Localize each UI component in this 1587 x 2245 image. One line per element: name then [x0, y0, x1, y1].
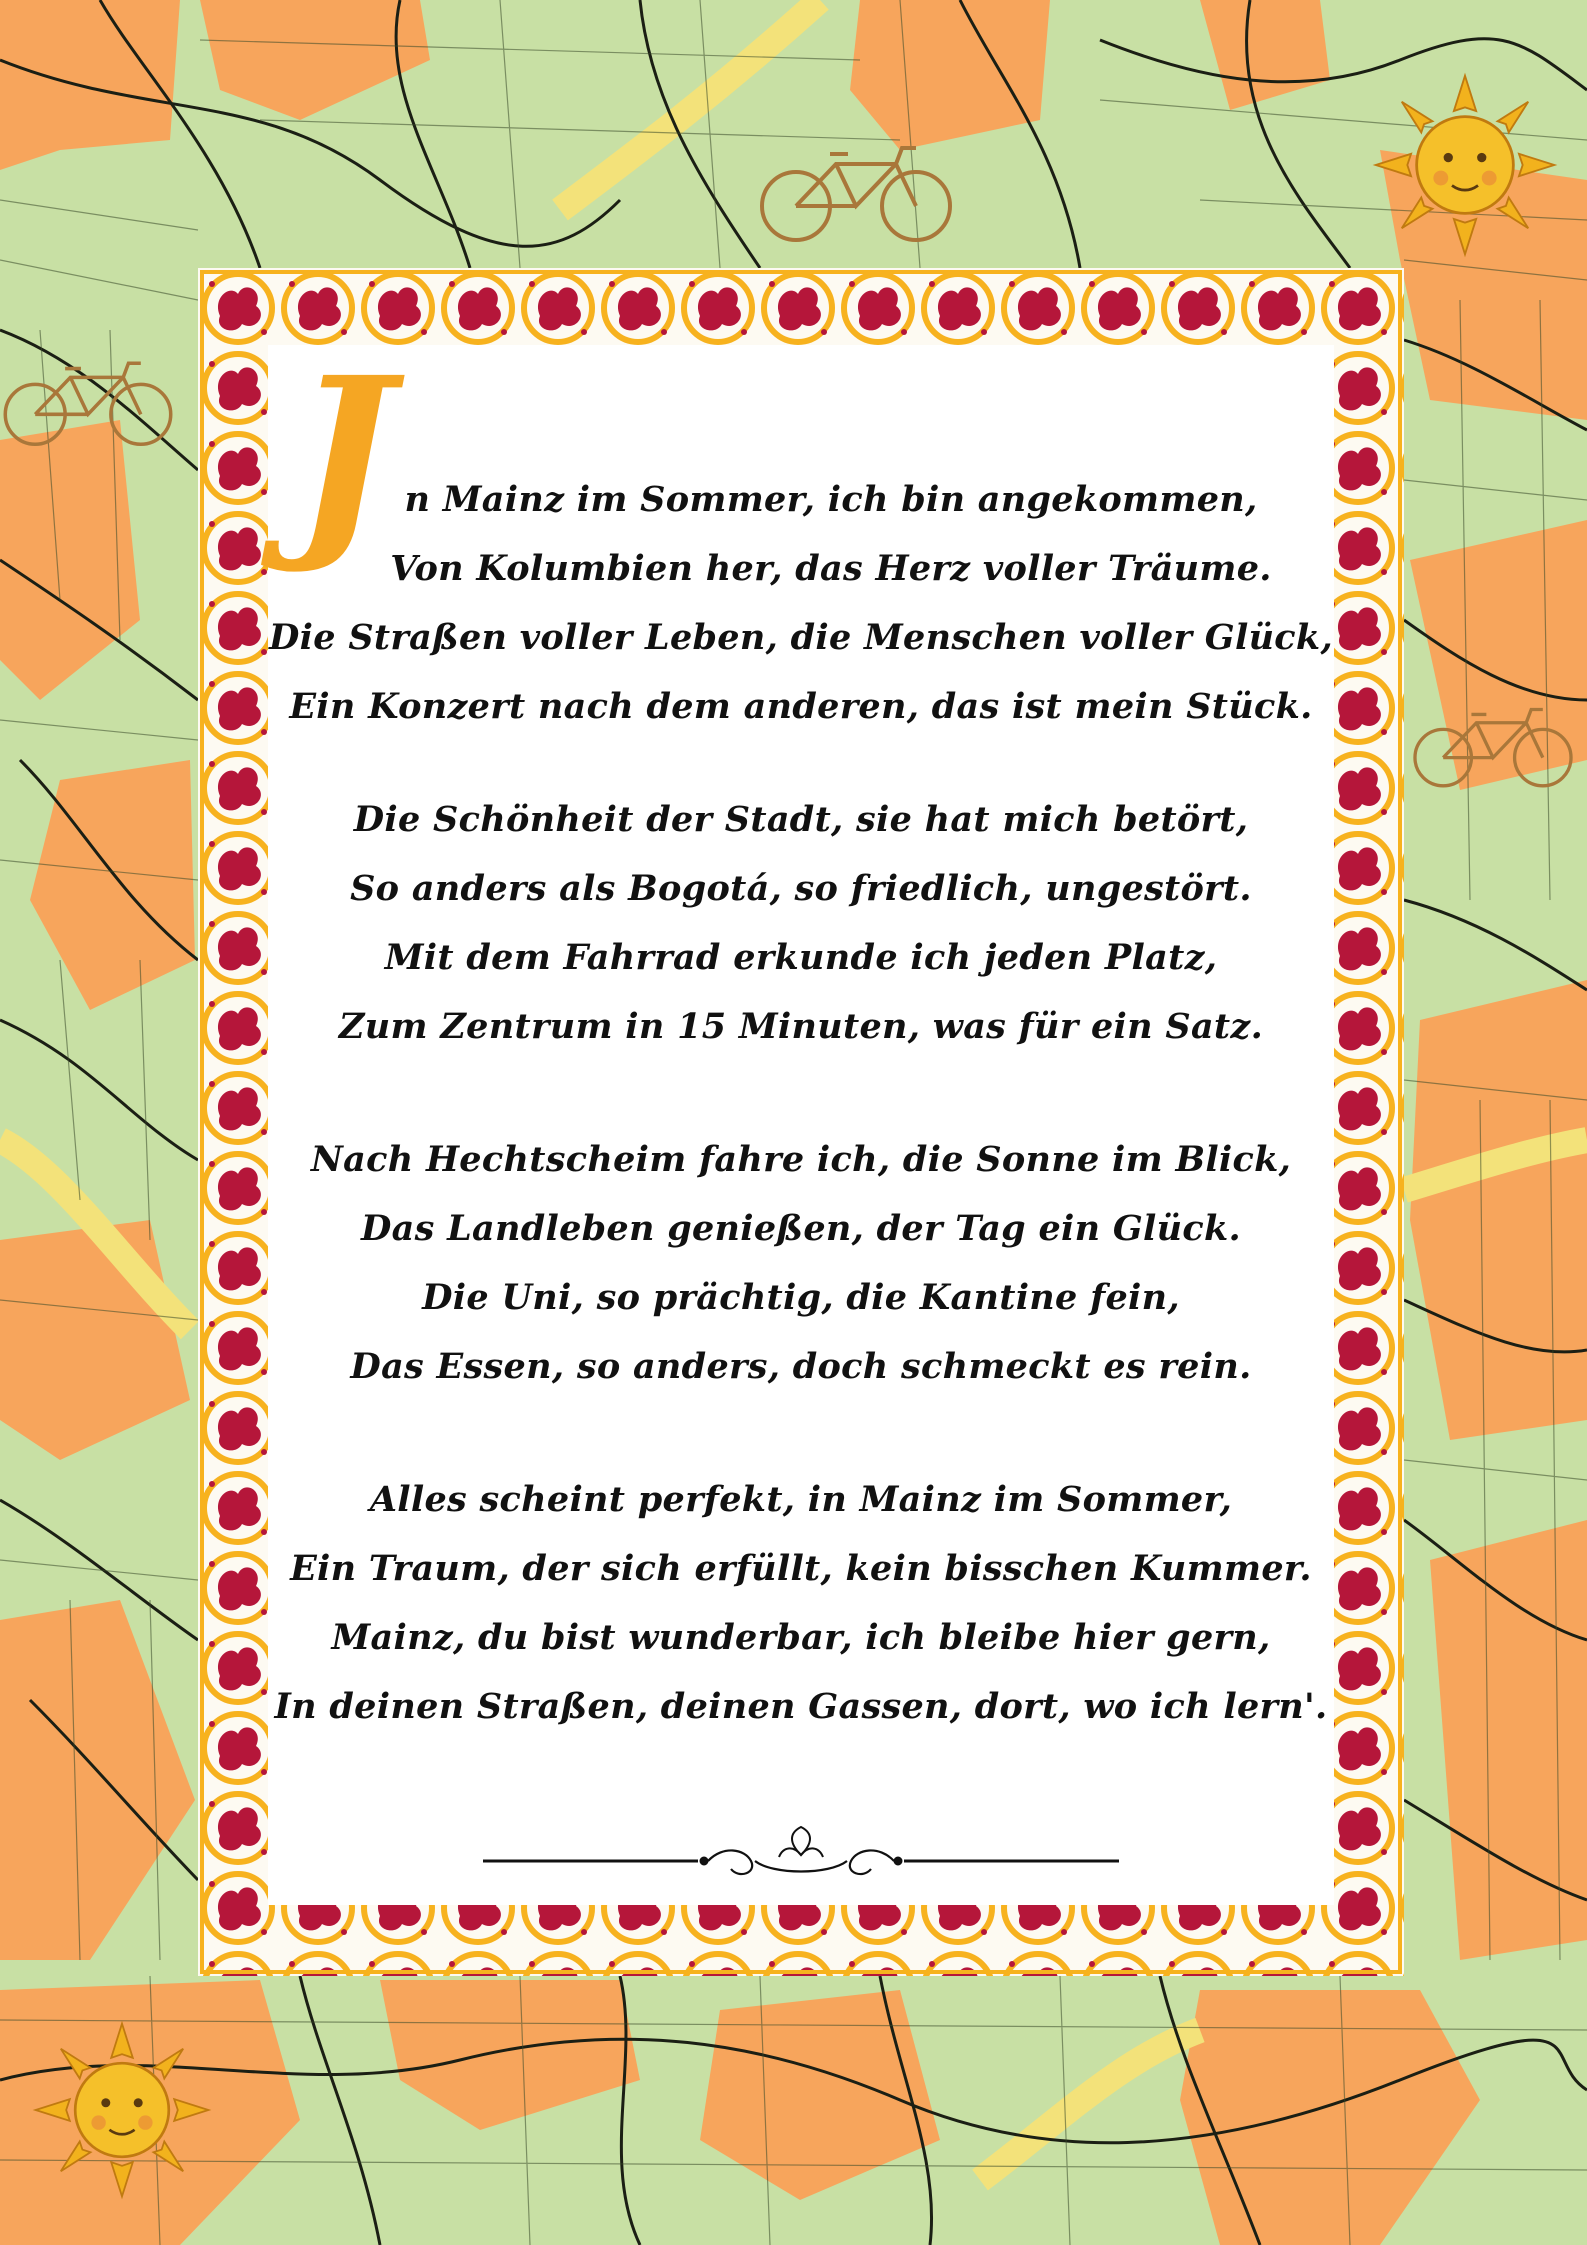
sun-icon: [1372, 72, 1558, 258]
poem: [268, 1465, 1334, 1741]
poem: [268, 785, 1334, 1061]
poem-line: Mit dem Fahrrad erkunde ich jeden Platz,: [384, 937, 1218, 978]
bicycle-icon: [1410, 694, 1576, 798]
stanza-3: [268, 1125, 1334, 1401]
poem-line: Die Schönheit der Stadt, sie hat mich betört,: [353, 799, 1249, 840]
poem-line: Das Landleben genießen, der Tag ein Glück.: [360, 1208, 1242, 1249]
poem: [268, 465, 1334, 741]
poem-line: Von Kolumbien her, das Herz voller Träume.: [390, 548, 1272, 589]
poem-page: [268, 331, 1334, 1905]
stanza-1: [268, 465, 1334, 741]
poem-line: Nach Hechtscheim fahre ich, die Sonne im Blick,: [310, 1139, 1292, 1180]
bicycle-icon: [756, 140, 956, 244]
poem-line: So anders als Bogotá, so friedlich, ungestört.: [350, 868, 1252, 909]
poem-line: Alles scheint perfekt, in Mainz im Sommer,: [369, 1479, 1233, 1520]
poem-line: n Mainz im Sommer, ich bin angekommen,: [404, 479, 1258, 520]
poem-line: Mainz, du bist wunderbar, ich bleibe hier gern,: [331, 1617, 1271, 1658]
drop-cap: J: [294, 331, 394, 578]
stanza-4: [268, 1465, 1334, 1741]
poem: [268, 1125, 1334, 1401]
flourish-divider-icon: [483, 1825, 1119, 1885]
poem-line: Ein Konzert nach dem anderen, das ist mein Stück.: [289, 686, 1313, 727]
poem-line: Zum Zentrum in 15 Minuten, was für ein Satz.: [338, 1006, 1264, 1047]
stanza-2: [268, 785, 1334, 1061]
bicycle-icon: [0, 356, 176, 448]
poem-line: Das Essen, so anders, doch schmeckt es rein.: [350, 1346, 1252, 1387]
poem-line: In deinen Straßen, deinen Gassen, dort, wo ich lern'.: [274, 1686, 1328, 1727]
poem-line: Die Uni, so prächtig, die Kantine fein,: [422, 1277, 1180, 1318]
poem-line: Die Straßen voller Leben, die Menschen voller Glück,: [269, 617, 1333, 658]
sun-icon: [32, 2020, 212, 2200]
poem-line: Ein Traum, der sich erfüllt, kein bisschen Kummer.: [290, 1548, 1312, 1589]
